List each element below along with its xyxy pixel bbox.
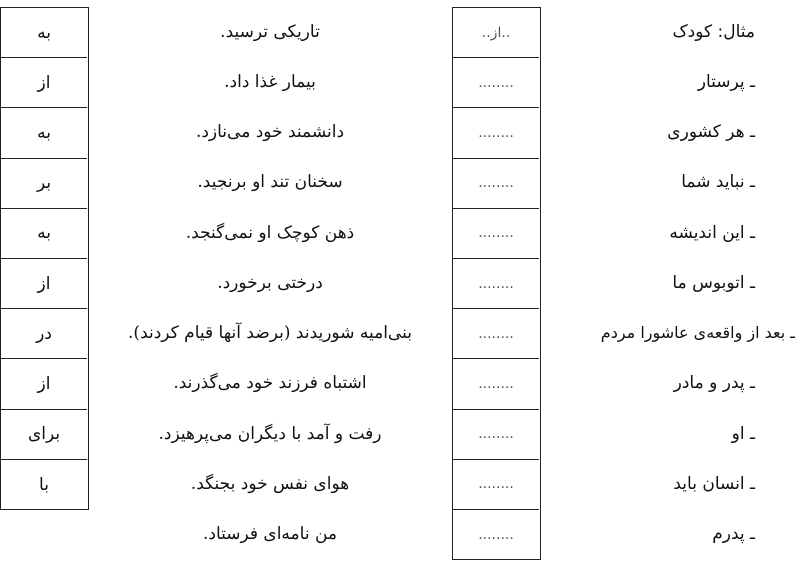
sentence-ending: من نامه‌ای فرستاد. — [202, 524, 338, 544]
preposition-cell: در — [1, 309, 87, 359]
preposition-cell: از — [1, 58, 87, 108]
preposition-cell: به — [1, 209, 87, 259]
sentence-ending: بیمار غذا داد. — [224, 72, 316, 92]
sentence-subject: ـ این اندیشه — [669, 223, 755, 243]
sentence-subject: ـ انسان باید — [673, 474, 755, 494]
blank-cell[interactable]: ........ — [453, 410, 539, 460]
preposition-cell: از — [1, 359, 87, 409]
sentence-subject: ـ نباید شما — [681, 172, 755, 192]
blank-cell[interactable]: ........ — [453, 259, 539, 309]
blanks-box — [452, 7, 541, 560]
blank-cell[interactable]: ........ — [478, 527, 514, 544]
blank-cell[interactable]: ........ — [453, 309, 539, 359]
sentence-ending: رفت و آمد با دیگران می‌پرهیزد. — [158, 424, 382, 444]
blank-cell[interactable]: ........ — [453, 359, 539, 409]
preposition-cell: بر — [1, 159, 87, 209]
sentence-subject: مثال: کودک — [672, 22, 755, 42]
sentence-subject: ـ هر کشوری — [667, 122, 755, 142]
sentence-subject: ـ بعد از واقعه‌ی عاشورا مردم — [600, 323, 795, 342]
sentence-subject: ـ او — [731, 424, 755, 444]
sentence-ending: دانشمند خود می‌نازد. — [195, 122, 345, 142]
sentence-ending: ذهن کوچک او نمی‌گنجد. — [185, 223, 355, 243]
sentence-ending: درختی برخورد. — [217, 273, 323, 293]
sentence-ending: تاریکی ترسید. — [220, 22, 320, 42]
preposition-cell: برای — [1, 410, 87, 460]
preposition-cell: به — [1, 8, 87, 58]
blank-cell[interactable]: ........ — [453, 209, 539, 259]
sentence-subject: ـ پرستار — [697, 72, 755, 92]
prepositions-box — [0, 7, 89, 510]
preposition-cell: از — [1, 259, 87, 309]
sentence-ending: بنی‌امیه شوریدند (برضد آنها قیام کردند). — [128, 323, 412, 343]
blank-cell[interactable]: ........ — [453, 58, 539, 108]
sentence-ending: هوای نفس خود بجنگد. — [190, 474, 350, 494]
blank-cell[interactable]: ........ — [453, 108, 539, 158]
sentence-subject: ـ اتوبوس ما — [672, 273, 755, 293]
blank-cell[interactable]: ..از.. — [453, 8, 539, 58]
blank-cell[interactable]: ........ — [453, 460, 539, 510]
preposition-cell: با — [39, 474, 49, 495]
sentence-ending: سخنان تند او برنجید. — [197, 172, 343, 192]
sentence-ending: اشتباه فرزند خود می‌گذرند. — [173, 373, 367, 393]
preposition-cell: به — [1, 108, 87, 158]
sentence-subject: ـ پدرم — [712, 524, 755, 544]
sentence-subject: ـ پدر و مادر — [673, 373, 755, 393]
blank-cell[interactable]: ........ — [453, 159, 539, 209]
